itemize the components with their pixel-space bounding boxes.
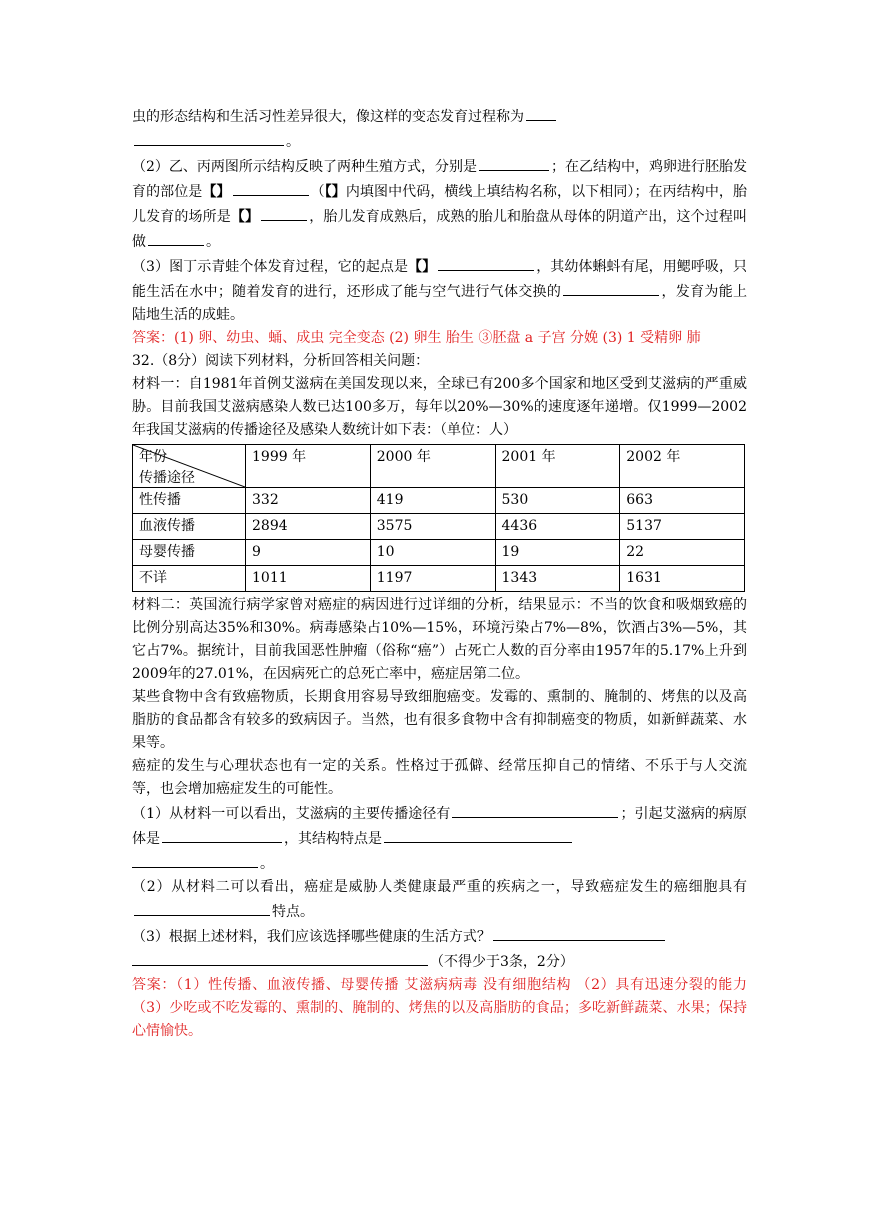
value-cell: 1343 [495, 566, 620, 592]
q31-part2: （2）乙、丙两图所示结构反映了两种生殖方式，分别是 ；在乙结构中，鸡卵进行胚胎发育的部位是【】 （【】内填图中代码，横线上填结构名称，以下相同）；在丙结构中，胎儿发育的场所是【】 ，胎儿发育成熟后，成熟的胎儿和胎盘从母体的阴道产出，这个过程叫做 。 [132, 154, 747, 254]
exam-page [132, 104, 747, 1043]
table-row [133, 488, 745, 514]
aids-statistics-table [132, 444, 745, 592]
value-cell: 5137 [620, 514, 745, 540]
q31-part3: （3）图丁示青蛙个体发育过程，它的起点是【】 ，其幼体蝌蚪有尾，用鳃呼吸，只能生活在水中；随着发育的进行，还形成了能与空气进行气体交换的 ，发育为能上陆地生活的成蛙。 [132, 254, 747, 327]
q32-part1: （1）从材料一可以看出，艾滋病的主要传播途径有 ；引起艾滋病的病原体是 ，其结构特点是 。 [132, 801, 747, 876]
q31-blank-line: 。 [132, 129, 747, 154]
route-cell: 性传播 [133, 488, 246, 514]
year-header: 2002 年 [620, 445, 745, 488]
q32-intro: 32.（8分）阅读下列材料，分析回答相关问题： [132, 353, 430, 369]
year-header: 1999 年 [246, 445, 371, 488]
table-header-row [133, 445, 745, 488]
q32-part3: （3）根据上述材料，我们应该选择哪些健康的生活方式？ （不得少于3条，2分） [132, 924, 747, 974]
answer-blank[interactable] [132, 949, 428, 966]
answer-blank[interactable] [162, 826, 282, 843]
route-cell: 母婴传播 [133, 540, 246, 566]
route-cell: 不详 [133, 566, 246, 592]
table-corner-cell: 年份 传播途径 [133, 445, 246, 488]
value-cell: 3575 [370, 514, 495, 540]
q31-continuation-line: 虫的形态结构和生活习性差异很大，像这样的变态发育过程称为 [132, 104, 747, 129]
value-cell: 22 [620, 540, 745, 566]
answer-blank[interactable] [261, 204, 307, 221]
year-header: 2000 年 [370, 445, 495, 488]
answer-blank[interactable] [563, 279, 659, 296]
answer-blank[interactable] [134, 129, 284, 146]
answer-blank[interactable] [479, 154, 549, 171]
value-cell: 9 [246, 540, 371, 566]
material-two-food: 某些食物中含有致癌物质，长期食用容易导致细胞癌变。发霉的、熏制的、腌制的、烤焦的以及高脂肪的食品都含有较多的致病因子。当然，也有很多食物中含有抑制癌变的物质，如新鲜蔬菜、水果等。 [132, 689, 747, 751]
value-cell: 19 [495, 540, 620, 566]
answer-blank[interactable] [384, 826, 572, 843]
material-two-mood: 癌症的发生与心理状态也有一定的关系。性格过于孤僻、经常压抑自己的情绪、不乐于与人交流等，也会增加癌症发生的可能性。 [132, 758, 747, 797]
answer-blank[interactable] [134, 899, 270, 916]
value-cell: 1011 [246, 566, 371, 592]
q32-answer: 答案：（1）性传播、血液传播、母婴传播 艾滋病病毒 没有细胞结构 （2）具有迅速分裂的能力 （3）少吃或不吃发霉的、熏制的、腌制的、烤焦的以及高脂肪的食品；多吃新鲜蔬菜、水果；保持心情愉快。 [132, 977, 747, 1039]
answer-blank[interactable] [493, 924, 665, 941]
route-cell: 血液传播 [133, 514, 246, 540]
answer-blank[interactable] [526, 104, 556, 121]
value-cell: 1197 [370, 566, 495, 592]
value-cell: 4436 [495, 514, 620, 540]
q32-part2: （2）从材料二可以看出，癌症是威胁人类健康最严重的疾病之一，导致癌症发生的癌细胞具有特点。 [132, 879, 747, 920]
table-row [133, 514, 745, 540]
value-cell: 530 [495, 488, 620, 514]
value-cell: 663 [620, 488, 745, 514]
year-header: 2001 年 [495, 445, 620, 488]
table-row [133, 566, 745, 592]
answer-blank[interactable] [132, 851, 258, 868]
answer-blank[interactable] [233, 179, 309, 196]
value-cell: 1631 [620, 566, 745, 592]
q31-answer: 答案：(1) 卵、幼虫、蛹、成虫 完全变态 (2) 卵生 胎生 ③胚盘 a 子宫 分娩 (3) 1 受精卵 肺 [132, 330, 701, 346]
material-one: 材料一：自1981年首例艾滋病在美国发现以来，全球已有200多个国家和地区受到艾滋病的严重威胁。目前我国艾滋病感染人数已达100多万，每年以20%—30%的速度逐年递增。仅1999—2002年我国艾滋病的传播途径及感染人数统计如下表：（单位：人） [132, 376, 747, 438]
answer-blank[interactable] [148, 229, 204, 246]
value-cell: 2894 [246, 514, 371, 540]
value-cell: 419 [370, 488, 495, 514]
table-row [133, 540, 745, 566]
value-cell: 332 [246, 488, 371, 514]
material-two: 材料二：英国流行病学家曾对癌症的病因进行过详细的分析，结果显示：不当的饮食和吸烟致癌的比例分别高达35%和30%。病毒感染占10%—15%，环境污染占7%—8%，饮酒占3%—5%，其它占7%。据统计，目前我国恶性肿瘤（俗称“癌”）占死亡人数的百分率由1957年的5.17%上升到2009年的27.01%，在因病死亡的总死亡率中，癌症居第二位。 [132, 597, 747, 682]
value-cell: 10 [370, 540, 495, 566]
answer-blank[interactable] [438, 254, 534, 271]
answer-blank[interactable] [452, 801, 618, 818]
